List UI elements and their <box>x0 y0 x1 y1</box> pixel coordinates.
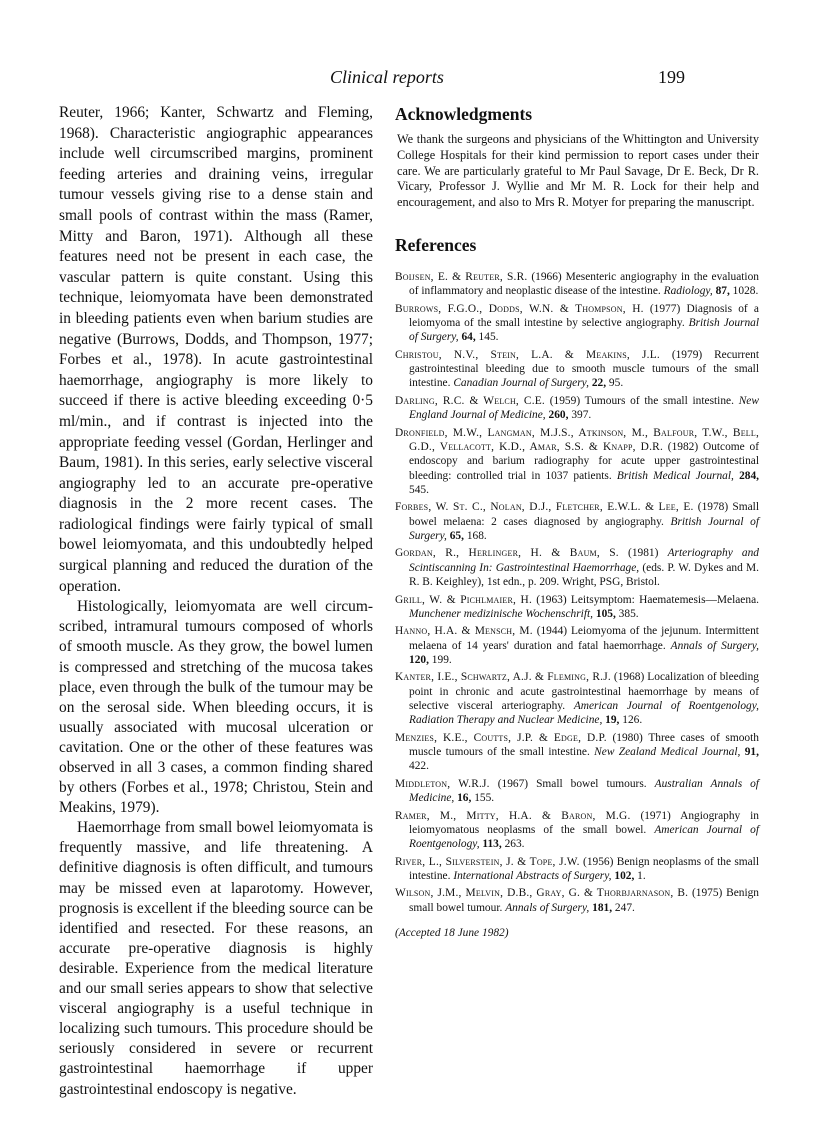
reference-authors: Kanter, I.E., Schwartz, A.J. & Fleming, R.J. <box>395 671 611 684</box>
reference-journal: British Medical Journal, <box>616 469 734 482</box>
reference-authors: Grill, W. & Pichlmaier, H. <box>395 593 533 606</box>
reference-item <box>395 394 759 423</box>
reference-volume: 64, <box>461 331 476 344</box>
page-number: 199 <box>658 67 685 87</box>
reference-journal: Radiology, <box>663 285 713 298</box>
accepted-date: (Accepted 18 June 1982) <box>395 927 509 940</box>
reference-pages: 422. <box>409 760 429 773</box>
reference-title: Angiography in leiomyomatous neoplasms of the small bowel. <box>409 809 760 836</box>
reference-pages: 199. <box>431 653 452 666</box>
reference-year: (1959) <box>549 394 581 407</box>
reference-journal: Annals of Surgery, <box>505 901 590 914</box>
reference-year: (1982) <box>667 441 699 453</box>
reference-item <box>395 886 759 915</box>
reference-volume: 65, <box>449 529 464 542</box>
reference-volume: 181, <box>592 901 613 914</box>
right-column <box>395 103 759 939</box>
reference-list <box>395 270 759 915</box>
running-header <box>330 67 685 91</box>
reference-title: Mesenteric angiography in the evaluation of inflammatory and neoplastic disease of the intestine. <box>409 270 759 298</box>
reference-title: Benign neoplasms of the small intestine. <box>409 855 759 882</box>
reference-journal: British Journal of Surgery, <box>409 515 759 542</box>
reference-journal: Munchener medizinische Wochenschrift, <box>409 607 594 620</box>
reference-journal: American Journal of Roentgenology, <box>409 823 759 851</box>
reference-title: Small bowel tumours. <box>536 777 647 790</box>
reference-title: Diagnosis of a leiomyoma of the small intestine by selective angiography. <box>409 302 759 330</box>
reference-pages: 263. <box>504 838 525 851</box>
reference-year: (1975) <box>691 887 723 900</box>
reference-volume: 91, <box>744 746 759 759</box>
reference-journal: Canadian Journal of Surgery, <box>453 377 589 390</box>
reference-year: (1978) <box>697 501 729 514</box>
running-title: Clinical reports <box>330 67 444 87</box>
reference-item <box>395 809 759 852</box>
reference-year: (1971) <box>640 809 671 822</box>
reference-volume: 19, <box>605 714 620 727</box>
reference-journal: Arteriography and Scintiscanning In: Gastrointestinal Haemorrhage, <box>409 547 760 574</box>
reference-pages: 385. <box>618 607 639 620</box>
reference-year: (1966) <box>531 270 562 283</box>
reference-item <box>395 670 759 727</box>
reference-year: (1967) <box>497 777 529 790</box>
reference-pages: 247. <box>614 901 635 914</box>
reference-authors: River, L., Silverstein, J. & Tope, J.W. <box>395 855 580 868</box>
reference-pages: 1. <box>637 870 646 882</box>
reference-year: (1979) <box>671 348 703 361</box>
reference-year: (1956) <box>583 855 614 868</box>
reference-authors: Dronfield, M.W., Langman, M.J.S., Atkinson, M., Balfour, T.W., Bell, G.D., Vellacott, K.D., Amar, S.S. & Knapp, D.R. <box>395 426 759 453</box>
reference-pages: 545. <box>409 483 429 496</box>
reference-authors: Darling, R.C. & Welch, C.E. <box>395 394 545 407</box>
reference-pages: 1028. <box>732 285 759 298</box>
reference-journal: American Journal of Roentgenology, Radiation Therapy and Nuclear Medicine, <box>409 699 759 727</box>
reference-pages: 95. <box>608 377 624 390</box>
reference-volume: 260, <box>548 409 569 422</box>
reference-year: (1963) <box>536 593 567 606</box>
reference-item <box>395 624 759 667</box>
reference-volume: 113, <box>482 838 502 851</box>
reference-journal: New England Journal of Medicine, <box>409 394 759 422</box>
reference-pages: 155. <box>474 792 495 805</box>
reference-title: Leitsymptom: Haematemesis—Melaena. <box>570 593 759 606</box>
reference-year: (1977) <box>649 302 681 315</box>
reference-pages: 126. <box>622 714 643 727</box>
reference-volume: 87, <box>715 285 730 298</box>
reference-pages: (eds. P. W. Dykes and M. R. B. Keighley), 1st edn., p. 209. Wright, PSG, Bristol. <box>409 561 759 589</box>
reference-item <box>395 302 759 345</box>
body-paragraph: Reuter, 1966; Kanter, Schwartz and Fleming, 1968). Characteristic angiographic appearances include well circumscribed margins, prominent feeding arteries and draining veins, irregular tumour vessels giving rise to a dense stain and small pools of contrast within the mass (Ramer, Mitty and Baron, 1971). Although all these features need not be present in each case, the vascular pattern is quite constant. Using this technique, leiomyomata have been demonstrated in bleeding patients even when barium studies are negative (Burrows, Dodds, and Thompson, 1977; Forbes et al., 1978). In acute gastrointestinal haemorrhage, angiography is more likely to succeed if there is active bleeding exceeding 0·5 ml/min., and if contrast is injected into the appropriate feeding vessel (Gordan, Herlinger and Baum, 1981). In this series, early selective visceral angiography led to an accurate pre-operative diagnosis in the 2 more recent cases. The radiological findings were fairly typical of small bowel leiomyomata, and this undoubtedly helped surgical planning and reduced the duration of the operation. <box>59 104 373 595</box>
left-column <box>59 103 373 1100</box>
reference-item <box>395 426 759 497</box>
reference-year: (1944) <box>536 625 568 638</box>
reference-pages: 168. <box>466 529 487 542</box>
reference-item <box>395 348 759 391</box>
reference-volume: 16, <box>457 792 472 805</box>
reference-authors: Christou, N.V., Stein, L.A. & Meakins, J.L. <box>395 348 660 361</box>
reference-title: Localization of bleeding point in chronic and acute gastrointestinal haemorrhage by means of selective visceral arteriography. <box>409 671 759 712</box>
reference-year: (1980) <box>612 731 643 744</box>
reference-title: Outcome of endoscopy and barium radiography for acute upper gastrointestinal bleeding: controlled trial in 1037 patients. <box>409 441 759 482</box>
reference-pages: 397. <box>571 409 592 422</box>
reference-title: Small bowel melaena: 2 cases diagnosed by angiography. <box>409 501 759 528</box>
reference-authors: Hanno, H.A. & Mensch, M. <box>395 625 533 638</box>
reference-year: (1981) <box>628 547 659 560</box>
reference-authors: Boijsen, E. & Reuter, S.R. <box>395 270 528 283</box>
body-paragraph: Haemorrhage from small bowel leiomyomata is frequently massive, and life threatening. A definitive diagnosis is often difficult, and tumours may be missed even at laparotomy. However, prognosis is excellent if the bleeding source can be identified and resected. For these reasons, an accurate pre-operative diagnosis is highly desirable. Experience from the medical literature and our small series appears to show that selective visceral angiography is a useful technique in localizing such tumours. This procedure should be seriously considered in severe or recurrent gastrointestinal haemorrhage if upper gastrointestinal endoscopy is negative. <box>59 819 373 1098</box>
reference-journal: British Journal of Surgery, <box>409 317 759 344</box>
reference-volume: 120, <box>409 653 429 666</box>
reference-item <box>395 593 759 622</box>
reference-authors: Wilson, J.M., Melvin, D.B., Gray, G. & Thorbjarnason, B. <box>395 887 689 900</box>
reference-title: Recurrent gastrointestinal bleeding due to smooth muscle tumours of the small intestine. <box>409 348 759 390</box>
reference-volume: 105, <box>595 607 616 620</box>
reference-item <box>395 546 759 589</box>
reference-item <box>395 731 759 774</box>
reference-title: Leiomyoma of the jejunum. Intermittent melaena of 14 years' duration and fatal haemorrhage. <box>409 625 759 652</box>
body-paragraph: Histologically, leiomyomata are well circumscribed, intramural tumours composed of whorls of smooth muscle. As they grow, the bowel lumen is compressed and stretching of the mucosa takes place, even through the bulk of the tumour may be on the serosal side. When bleeding occurs, it is usually associated with mucosal ulceration or cavitation. One or the other of these features was observed in all 3 cases, a common finding shared by others (Forbes et al., 1978; Christou, Stein and Meakins, 1979). <box>59 598 373 817</box>
reference-authors: Gordan, R., Herlinger, H. & Baum, S. <box>395 547 619 560</box>
reference-journal: Annals of Surgery, <box>670 639 759 652</box>
reference-authors: Burrows, F.G.O., Dodds, W.N. & Thompson, H. <box>395 302 644 315</box>
reference-authors: Menzies, K.E., Coutts, J.P. & Edge, D.P. <box>395 731 607 744</box>
reference-journal: International Abstracts of Surgery, <box>453 870 612 882</box>
reference-pages: 145. <box>478 331 499 344</box>
reference-authors: Middleton, W.R.J. <box>395 777 490 790</box>
reference-volume: 22, <box>591 377 607 390</box>
reference-item <box>395 500 759 543</box>
reference-title: Tumours of the small intestine. <box>584 394 734 407</box>
reference-title: Three cases of smooth muscle tumours of the small intestine. <box>409 731 759 759</box>
reference-journal: New Zealand Medical Journal, <box>594 746 741 759</box>
reference-item <box>395 270 759 299</box>
reference-journal: Australian Annals of Medicine, <box>409 777 759 805</box>
reference-authors: Forbes, W. St. C., Nolan, D.J., Fletcher, E.W.L. & Lee, E. <box>395 501 694 514</box>
reference-item <box>395 777 759 806</box>
reference-item <box>395 855 759 884</box>
reference-year: (1968) <box>613 671 645 684</box>
reference-volume: 102, <box>614 870 635 882</box>
references-heading: References <box>395 234 477 255</box>
reference-title: Benign small bowel tumour. <box>409 887 759 914</box>
reference-authors: Ramer, M., Mitty, H.A. & Baron, M.G. <box>395 809 631 822</box>
acknowledgments-text: We thank the surgeons and physicians of the Whittington and University College Hospitals for their kind permission to report cases under their care. We are particularly grateful to Mr Paul Savage, Dr E. Beck, Dr R. Vicary, Professor J. Wyllie and Mr M. R. Lock for their help and encouragement, and also to Mrs R. Motyer for preparing the manuscript. <box>397 132 759 210</box>
acknowledgments-heading: Acknowledgments <box>395 104 533 124</box>
reference-volume: 284, <box>739 469 759 482</box>
